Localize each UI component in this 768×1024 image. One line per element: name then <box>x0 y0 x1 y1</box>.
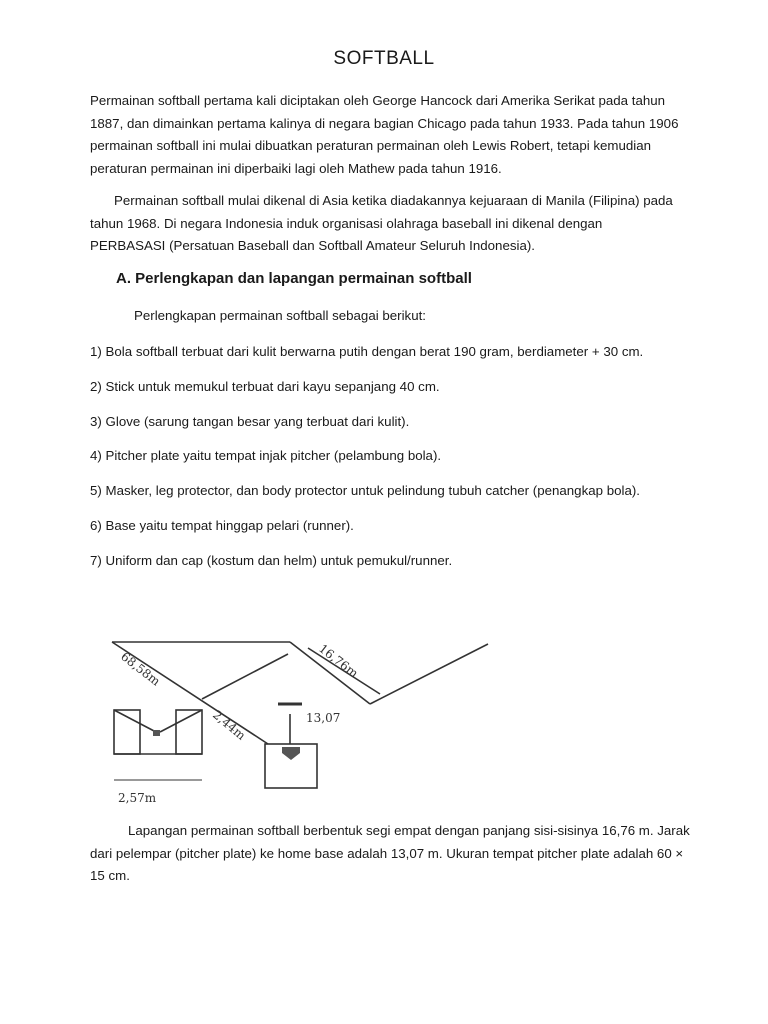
label-long-distance: 68,58m <box>118 649 163 689</box>
label-pitch-distance: 13,07 <box>306 711 341 725</box>
box-diagonal-right <box>160 710 202 732</box>
equipment-intro: Perlengkapan permainan softball sebagai berikut: <box>134 308 426 323</box>
list-item: 4) Pitcher plate yaitu tempat injak pitcher (pelambung bola). <box>90 448 442 464</box>
list-item: 7) Uniform dan cap (kostum dan helm) untuk pemukul/runner. <box>90 552 453 568</box>
paragraph-history: Permainan softball pertama kali diciptakan oleh George Hancock dari Amerika Serikat pada tahun 1887, dan dimainkan pertama kalinya di negara bagian Chicago pada tahun 1933. Pada tahun 1906 permainan softball ini mulai dibuatkan peraturan permainan oleh Lewis Robert, tetapi kemudian peraturan permainan ini diperbaiki lagi oleh Mathew pada tahun 1916. <box>90 93 679 176</box>
home-plate-mark-left <box>153 730 160 736</box>
box-diagonal-left <box>114 710 156 732</box>
section-heading: A. Perlengkapan dan lapangan permainan softball <box>116 270 472 287</box>
list-item: 3) Glove (sarung tangan besar yang terbuat dari kulit). <box>90 413 410 429</box>
page-title: SOFTBALL <box>333 48 435 69</box>
dimension-line-left <box>202 654 288 699</box>
list-item: 6) Base yaitu tempat hinggap pelari (runner). <box>90 517 354 533</box>
equipment-list <box>90 341 700 585</box>
label-base-side: 16,76m <box>316 641 361 681</box>
label-small-distance: 2,44m <box>210 707 249 743</box>
label-box-width: 2,57m <box>118 791 157 805</box>
right-foul-line <box>370 644 488 704</box>
home-plate-icon <box>282 747 300 760</box>
paragraph-asia: Permainan softball mulai dikenal di Asia ketika diadakannya kejuaraan di Manila (Filipina) pada tahun 1968. Di negara Indonesia induk organisasi olahraga baseball ini dikenal dengan PERBASASI (Persatuan Baseball dan Softball Amateur Seluruh Indonesia). <box>90 193 673 253</box>
list-item: 5) Masker, leg protector, dan body protector untuk pelindung tubuh catcher (penangkap bola). <box>90 483 640 499</box>
field-diagram <box>100 632 500 807</box>
list-item: 2) Stick untuk memukul terbuat dari kayu sepanjang 40 cm. <box>90 378 440 394</box>
list-item: 1) Bola softball terbuat dari kulit berwarna putih dengan berat 190 gram, berdiameter + 30 cm. <box>90 344 644 359</box>
paragraph-field: Lapangan permainan softball berbentuk segi empat dengan panjang sisi-sisinya 16,76 m. Jarak dari pelempar (pitcher plate) ke home base adalah 13,07 m. Ukuran tempat pitcher plate adalah 60 × 15 cm. <box>90 823 690 883</box>
